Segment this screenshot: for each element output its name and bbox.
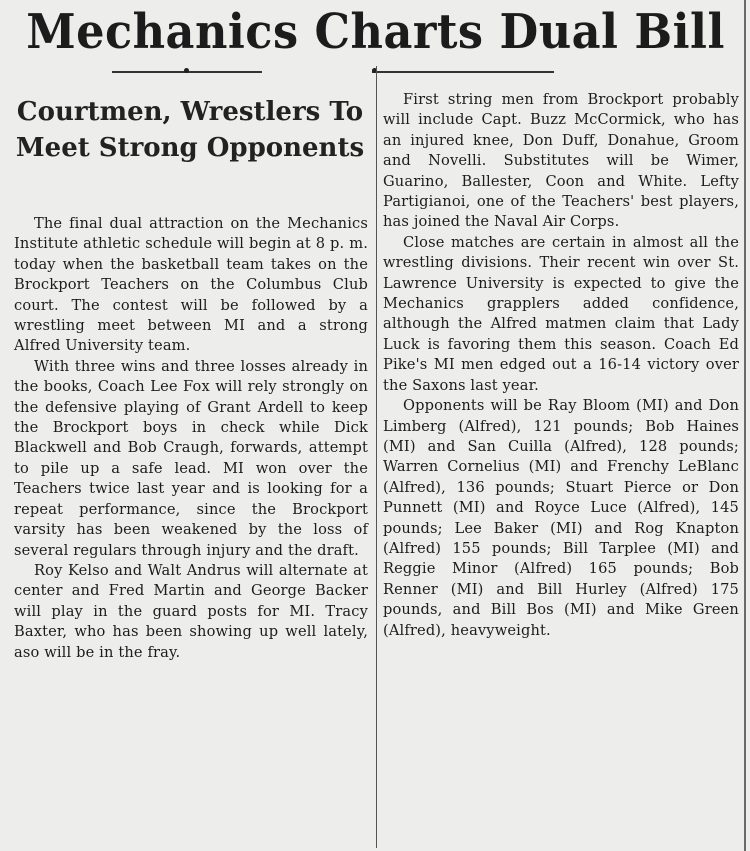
paragraph: Close matches are certain in almost all the wrestling divisions. Their recent win over St. Lawrence University is expected to give the Mechanics grapplers added confidence, although the Alfred matmen claim that Lady Luck is favoring them this season. Coach Ed Pike's MI men edged out a 16-14 victory over the Saxons last year. [383,233,739,394]
headline-rule-dot-left [184,68,189,73]
headline-rule-right [372,71,554,73]
right-column [383,90,739,641]
paragraph: Opponents will be Ray Bloom (MI) and Don Limberg (Alfred), 121 pounds; Bob Haines (MI) and San Cuilla (Alfred), 128 pounds; Warren Cornelius (MI) and Frenchy LeBlanc (Alfred), 136 pounds; Stuart Pierce or Don Punnett (MI) and Royce Luce (Alfred), 145 pounds; Lee Baker (MI) and Rog Knapton (Alfred) 155 pounds; Bill Tarplee (MI) and Reggie Minor (Alfred) 165 pounds; Bob Renner (MI) and Bill Hurley (Alfred) 175 pounds, and Bill Bos (MI) and Mike Green (Alfred), heavyweight. [383,397,739,639]
paragraph: The final dual attraction on the Mechanics Institute athletic schedule will begin at 8 p. m. today when the basketball team takes on the Brockport Teachers on the Columbus Club court. The contest will be followed by a wrestling meet between MI and a strong Alfred University team. [14,215,368,355]
column-divider [376,66,377,848]
paragraph: First string men from Brockport probably will include Capt. Buzz McCormick, who has an injured knee, Don Duff, Donahue, Groom and Novelli. Substitutes will be Wimer, Guarino, Ballester, Coon and White. Lefty Partigianoi, one of the Teachers' best players, has joined the Naval Air Corps. [383,91,739,231]
paragraph: With three wins and three losses already in the books, Coach Lee Fox will rely strongly on the defensive playing of Grant Ardell to keep the Brockport boys in check while Dick Blackwell and Bob Craugh, forwards, attempt to pile up a safe lead. MI won over the Teachers twice last year and is looking for a repeat performance, since the Brockport varsity has been weakened by the loss of several regulars through injury and the draft. [14,357,368,559]
paragraph: Roy Kelso and Walt Andrus will alternate at center and Fred Martin and George Backer will play in the guard posts for MI. Tracy Baxter, who has been showing up well lately, aso will be in the fray. [14,561,368,661]
left-column [14,214,368,663]
subheadline: Courtmen, Wrestlers To Meet Strong Opponents [15,97,365,163]
clipping-edge [744,0,746,851]
headline: Mechanics Charts Dual Bill [26,4,725,60]
